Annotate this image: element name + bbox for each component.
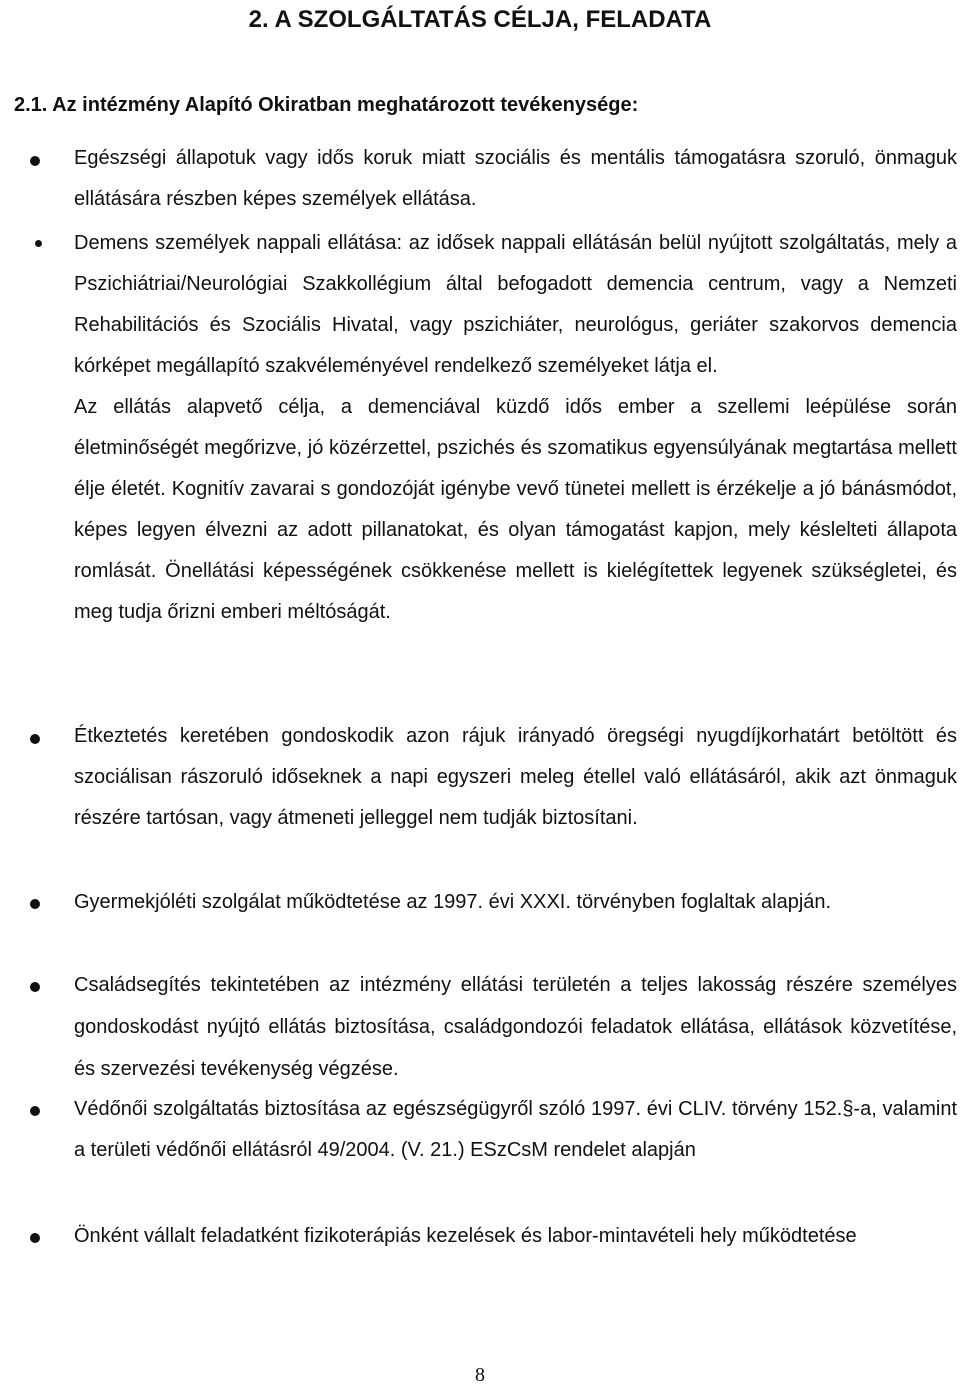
list-item: Étkeztetés keretében gondoskodik azon rájuk irányadó öregségi nyugdíjkorhatárt betöltött és szociálisan rászoruló időseknek a napi egyszeri meleg étellel való ellátásáról, akik azt önmaguk részére tartósan, vagy átmeneti jelleggel nem tudják biztosítani. bbox=[74, 725, 957, 829]
bullet-icon bbox=[30, 982, 40, 992]
bullet-icon bbox=[30, 156, 40, 166]
section-heading: 2.1. Az intézmény Alapító Okiratban meghatározott tevékenysége: bbox=[14, 94, 639, 116]
page-number: 8 bbox=[475, 1364, 485, 1386]
list-item: Családsegítés tekintetében az intézmény ellátási területén a teljes lakosság részére személyes gondoskodást nyújtó ellátás biztosítása, családgondozói feladatok ellátása, ellátások közvetítése, és szervezési tevékenység végzése. bbox=[74, 974, 957, 1080]
list-item: Egészségi állapotuk vagy idős koruk miatt szociális és mentális támogatásra szoruló, önmaguk ellátására részben képes személyek ellátása. bbox=[74, 147, 957, 210]
list-item-paragraph: Az ellátás alapvető célja, a demenciával küzdő idős ember a szellemi leépülése során életminőségét megőrizve, jó közérzettel, pszichés és szomatikus egyensúlyának megtartása mellett élje életét. Kognitív zavarai s gondozóját igénybe vevő tünetei mellett is érzékelje a jó bánásmódot, képes legyen élvezni az adott pillanatokat, és olyan támogatást kapjon, mely késlelteti állapota romlását. Önellátási képességének csökkenése mellett is kielégítettek legyenek szükségletei, és meg tudja őrizni emberi méltóságát. bbox=[74, 396, 957, 623]
list-item bbox=[74, 223, 957, 633]
bullet-icon bbox=[30, 1233, 40, 1243]
bullet-icon bbox=[35, 240, 42, 247]
list-item: Védőnői szolgáltatás biztosítása az egészségügyről szóló 1997. évi CLIV. törvény 152.§-a, valamint a területi védőnői ellátásról 49/2004. (V. 21.) ESzCsM rendelet alapján bbox=[74, 1098, 957, 1161]
list-item-text: Demens személyek nappali ellátása: az idősek nappali ellátásán belül nyújtott szolgáltatás, mely a Pszichiátriai/Neurológiai Szakkollégium által befogadott demencia centrum, vagy a Nemzeti Rehabilitációs és Szociális Hivatal, vagy pszichiáter, neurológus, geriáter szakorvos demencia kórképet megállapító szakvéleményével rendelkező személyeket látja el. bbox=[74, 232, 957, 377]
list-item: Gyermekjóléti szolgálat működtetése az 1997. évi XXXI. törvényben foglaltak alapján. bbox=[74, 891, 832, 913]
bullet-icon bbox=[30, 1106, 40, 1116]
bullet-icon bbox=[30, 899, 40, 909]
page-title: 2. A SZOLGÁLTATÁS CÉLJA, FELADATA bbox=[248, 6, 712, 33]
list-item: Önként vállalt feladatként fizikoterápiás kezelések és labor-mintavételi hely működtetése bbox=[74, 1225, 857, 1247]
bullet-icon bbox=[30, 734, 40, 744]
